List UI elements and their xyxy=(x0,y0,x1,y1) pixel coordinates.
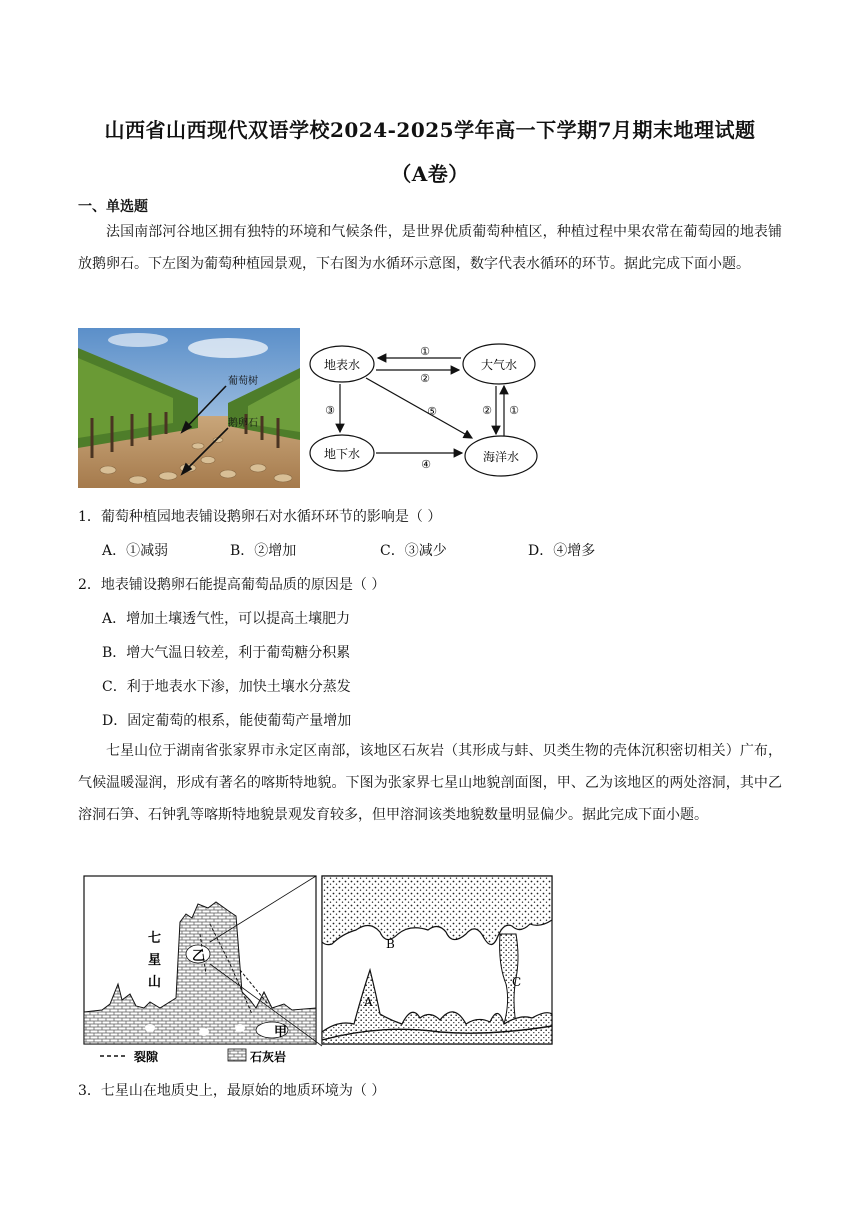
q2-option-d: D．固定葡萄的根系，能使葡萄产量增加 xyxy=(102,713,352,729)
question-3: 3．七星山在地质史上，最原始的地质环境为（ ） xyxy=(78,1083,386,1099)
mountain-label-shan: 山 xyxy=(148,975,162,990)
vineyard-photo xyxy=(78,328,300,488)
q1-option-b: B．②增加 xyxy=(230,543,297,559)
mountain-label-qi: 七 xyxy=(148,931,162,946)
label-pebble: 鹅卵石 xyxy=(228,418,258,429)
node-atmospheric-water: 大气水 xyxy=(480,358,518,372)
water-cycle-diagram xyxy=(306,336,542,482)
node-ocean-water: 海洋水 xyxy=(482,450,520,464)
passage-grape: 法国南部河谷地区拥有独特的环境和气候条件，是世界优质葡萄种植区，种植过程中果农常在葡萄园的地表铺放鹅卵石。下左图为葡萄种植园景观，下右图为水循环示意图，数字代表水循环的环节。据此完成下面小题。 xyxy=(78,224,782,272)
label-grape-vine: 葡萄树 xyxy=(228,376,258,387)
exam-title-line2: （A卷） xyxy=(391,162,469,186)
q1-option-a: A．①减弱 xyxy=(102,543,169,559)
passage-karst: 七星山位于湖南省张家界市永定区南部，该地区石灰岩（其形成与蚌、贝类生物的壳体沉积密切相关）广布，气候温暖湿润，形成有著名的喀斯特地貌。下图为张家界七星山地貌剖面图，甲、乙为该地区的两处溶洞，其中乙溶洞石笋、石钟乳等喀斯特地貌景观发育较多，但甲溶洞该类地貌数量明显偏少。据此完成下面小题。 xyxy=(78,743,782,823)
arrow-label-3: ③ xyxy=(325,404,335,417)
arrow-label-1-top: ① xyxy=(420,345,430,358)
q2-option-b: B．增大气温日较差，利于葡萄糖分积累 xyxy=(102,645,351,661)
question-2: 2．地表铺设鹅卵石能提高葡萄品质的原因是（ ） xyxy=(78,577,386,593)
q2-option-c: C．利于地表水下渗，加快土壤水分蒸发 xyxy=(102,679,351,695)
karst-profile-diagram xyxy=(80,874,554,1064)
arrow-label-1-right: ① xyxy=(509,404,519,417)
legend-fissure-label: 裂隙 xyxy=(134,1050,159,1064)
feature-label-a: A xyxy=(364,995,373,1009)
arrow-label-5: ⑤ xyxy=(427,405,437,418)
node-groundwater: 地下水 xyxy=(323,447,361,461)
exam-title-line1: 山西省山西现代双语学校2024-2025学年高一下学期7月期末地理试题 xyxy=(104,118,756,142)
feature-label-c: C xyxy=(512,975,522,989)
cave-label-yi: 乙 xyxy=(192,949,206,964)
node-surface-water: 地表水 xyxy=(323,358,361,372)
q1-option-c: C．③减少 xyxy=(380,543,447,559)
feature-label-b: B xyxy=(386,937,395,951)
legend-limestone-label: 石灰岩 xyxy=(250,1050,287,1064)
arrow-label-2-right: ② xyxy=(482,404,492,417)
section-heading: 一、单选题 xyxy=(78,199,148,215)
mountain-label-xing: 星 xyxy=(148,953,162,968)
arrow-label-2-top: ② xyxy=(420,372,430,385)
q1-option-d: D．④增多 xyxy=(528,543,596,559)
question-1: 1．葡萄种植园地表铺设鹅卵石对水循环环节的影响是（ ） xyxy=(78,509,442,525)
arrow-label-4: ④ xyxy=(421,458,431,471)
cave-label-jia: 甲 xyxy=(274,1025,288,1040)
q2-option-a: A．增加土壤透气性，可以提高土壤肥力 xyxy=(102,611,351,627)
